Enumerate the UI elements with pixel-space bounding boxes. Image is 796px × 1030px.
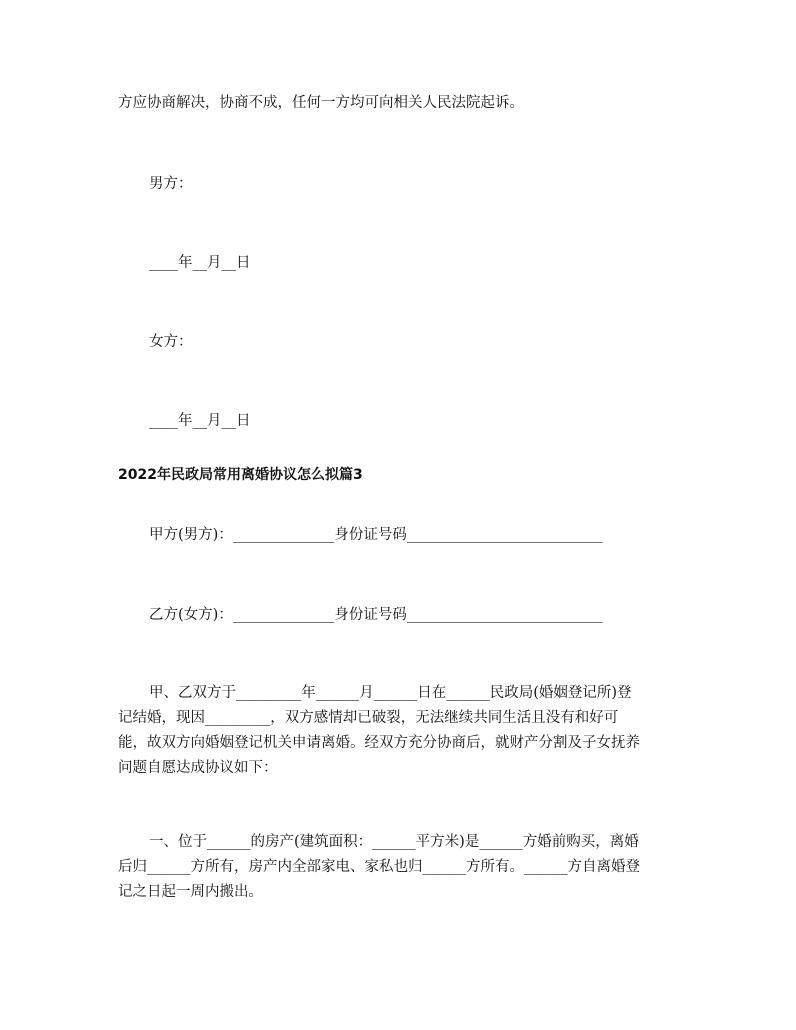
section-title: 2022年民政局常用离婚协议怎么拟篇3 [118,467,363,483]
signature-male-date: ____年__月__日 [149,255,251,271]
clause-one-line-1: 一、位于______的房产(建筑面积：______平方米)是______方婚前购买，离婚 [149,834,639,850]
signature-female-date: ____年__月__日 [149,413,251,429]
clause-one-line-3: 记之日起一周内搬出。 [118,884,263,900]
party-a-line: 甲方(男方)：______________身份证号码___________________________ [149,527,603,543]
closing-line: 方应协商解决，协商不成，任何一方均可向相关人民法院起诉。 [118,95,524,111]
intro-line-1: 甲、乙双方于_________年______月______日在______民政局(婚姻登记所)登 [149,685,632,701]
intro-line-4: 问题自愿达成协议如下： [118,760,278,776]
intro-line-3: 能，故双方向婚姻登记机关申请离婚。经双方充分协商后，就财产分割及子女抚养 [118,735,640,751]
clause-one-line-2: 后归______方所有，房产内全部家电、家私也归______方所有。______方自离婚登 [118,859,640,875]
signature-male-label: 男方： [149,176,193,192]
party-b-line: 乙方(女方)：______________身份证号码___________________________ [149,607,603,623]
intro-line-2: 记结婚，现因_________，双方感情却已破裂，无法继续共同生活且没有和好可 [118,710,619,726]
signature-female-label: 女方： [149,334,193,350]
